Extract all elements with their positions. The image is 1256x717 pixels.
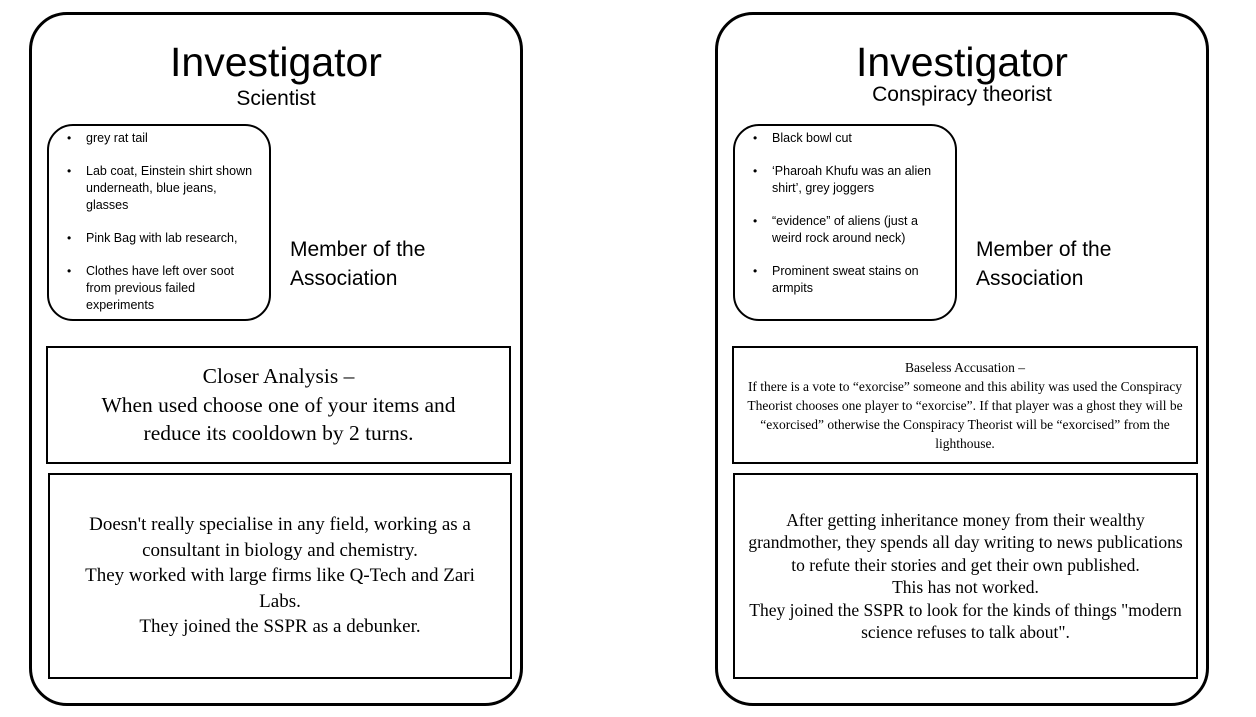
ability-box	[732, 346, 1198, 464]
card-role: Conspiracy theorist	[872, 83, 1052, 106]
membership-label: Member of the Association	[290, 238, 426, 290]
trait-item: • Clothes have left over soot from previous failed experiments	[49, 263, 269, 314]
ability-name: Closer Analysis –	[202, 364, 355, 389]
ability-text: reduce its cooldown by 2 turns.	[143, 421, 414, 446]
backstory-text: This has not worked.	[892, 577, 1039, 597]
backstory-text: After getting inheritance money from their wealthy grandmother, they spends all day writing to news publications to refute their stories and get their own published.	[748, 509, 1183, 575]
backstory-box	[48, 473, 512, 679]
ability-text: When used choose one of your items and	[101, 392, 456, 417]
ability-name: Baseless Accusation –	[905, 359, 1025, 375]
backstory-text: Doesn't really specialise in any field, working as a consultant in biology and chemistry.	[89, 514, 471, 561]
ability-text: If there is a vote to “exorcise” someone and this ability was used the Conspiracy Theorist chooses one player to “exorcise”. If that player was a ghost they will be “exorcised” otherwise the Conspiracy Theorist will be “exorcised” from the lighthouse.	[747, 378, 1183, 451]
card-role: Scientist	[236, 87, 316, 110]
appearance-traits-box	[733, 124, 957, 321]
trait-item: • grey rat tail	[49, 130, 269, 147]
trait-item: • Pink Bag with lab research,	[49, 230, 269, 247]
trait-item: • Black bowl cut	[735, 130, 955, 147]
investigator-card-conspiracy-theorist[interactable]	[715, 12, 1209, 706]
appearance-traits-box	[47, 124, 271, 321]
investigator-card-scientist[interactable]	[29, 12, 523, 706]
ability-box	[46, 346, 511, 464]
trait-item: • Lab coat, Einstein shirt shown underneath, blue jeans, glasses	[49, 163, 269, 214]
backstory-text: They joined the SSPR to look for the kinds of things "modern science refuses to talk about".	[749, 599, 1182, 642]
trait-item: • Prominent sweat stains on armpits	[735, 263, 955, 297]
membership-label: Member of the Association	[976, 238, 1112, 290]
backstory-text: They worked with large firms like Q-Tech and Zari Labs.	[85, 565, 475, 612]
trait-item: • ‘Pharoah Khufu was an alien shirt’, grey joggers	[735, 163, 955, 197]
card-title: Investigator	[856, 39, 1068, 85]
trait-item: • “evidence” of aliens (just a weird rock around neck)	[735, 213, 955, 247]
backstory-text: They joined the SSPR as a debunker.	[139, 616, 421, 638]
card-title: Investigator	[170, 39, 382, 85]
backstory-box	[733, 473, 1198, 679]
